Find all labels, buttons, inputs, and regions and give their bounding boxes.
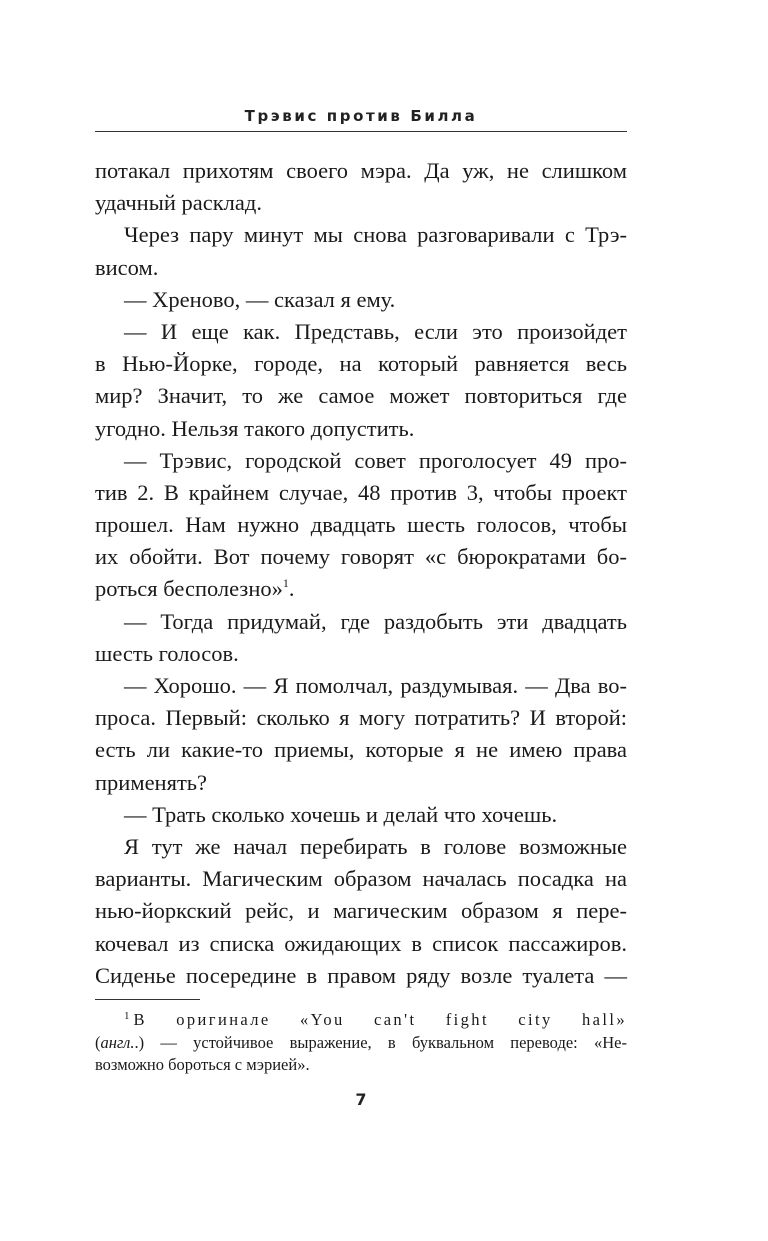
text-line-with-footnote-ref: роться бесполезно»$^1$.: [95, 576, 295, 602]
text-line: нью-йоркский рейс, и магическим образом я пере-: [95, 898, 627, 924]
body-text: [95, 155, 627, 992]
text-line: кочевал из списка ожидающих в список пассажиров.: [95, 930, 627, 956]
text-line: шесть голосов.: [95, 640, 239, 666]
footnote-rule: [95, 999, 200, 1000]
text-line: мир? Значит, то же самое может повториться где: [95, 383, 627, 409]
text-line: в Нью-Йорке, городе, на который равняется весь: [95, 351, 627, 377]
text-line: проса. Первый: сколько я могу потратить? И второй:: [95, 705, 627, 731]
text-line: — Трэвис, городской совет проголосует 49 про-: [124, 447, 627, 473]
text-line: Я тут же начал перебирать в голове возможные: [124, 833, 627, 859]
text-line: есть ли какие-то приемы, которые я не имею права: [95, 737, 627, 763]
footnote-line: [95, 1009, 627, 1032]
footnote: [95, 1009, 627, 1077]
text-line: — Тогда придумай, где раздобыть эти двадцать: [124, 608, 627, 634]
text-line: — Хреново, — сказал я ему.: [124, 286, 396, 312]
text-line: варианты. Магическим образом началась посадка на: [95, 866, 627, 892]
text-line: тив 2. В крайнем случае, 48 против 3, чтобы проект: [95, 479, 627, 505]
text-line: Сиденье посередине в правом ряду возле туалета —: [95, 962, 627, 988]
footnote-italic: англ.: [100, 1032, 135, 1052]
footnote-text: (: [95, 1032, 101, 1052]
footnote-reference: 1: [282, 576, 289, 591]
text-line: Через пару минут мы снова разговаривали с Трэ-: [124, 222, 627, 248]
footnote-text: .) — устойчивое выражение, в буквальном переводе: «Не-: [134, 1032, 627, 1052]
text-line: удачный расклад.: [95, 190, 262, 216]
text-line: потакал прихотям своего мэра. Да уж, не слишком: [95, 158, 627, 183]
text-line: — Хорошо. — Я помолчал, раздумывая. — Два во-: [124, 673, 627, 698]
text-line: их обойти. Вот почему говорят «с бюрократами бо-: [95, 544, 627, 570]
header-rule: [95, 131, 627, 132]
text-line: — Трать сколько хочешь и делай что хочешь.: [124, 801, 558, 827]
footnote-marker: 1: [124, 1010, 130, 1022]
footnote-line: [95, 1032, 627, 1055]
footnote-line: возможно бороться с мэрией».: [95, 1055, 310, 1074]
text-line: висом.: [95, 254, 159, 280]
text-line: применять?: [95, 769, 208, 795]
footnote-text: В оригинале «You can't fight city hall»: [133, 1010, 627, 1029]
running-head: Трэвис против Билла: [244, 107, 478, 125]
text-line: — И еще как. Представь, если это произойдет: [124, 318, 627, 344]
text-line: угодно. Нельзя такого допустить.: [95, 415, 415, 441]
page-number: 7: [355, 1090, 367, 1109]
text-fragment: роться бесполезно»: [95, 576, 283, 602]
text-line: прошел. Нам нужно двадцать шесть голосов, чтобы: [95, 512, 627, 538]
